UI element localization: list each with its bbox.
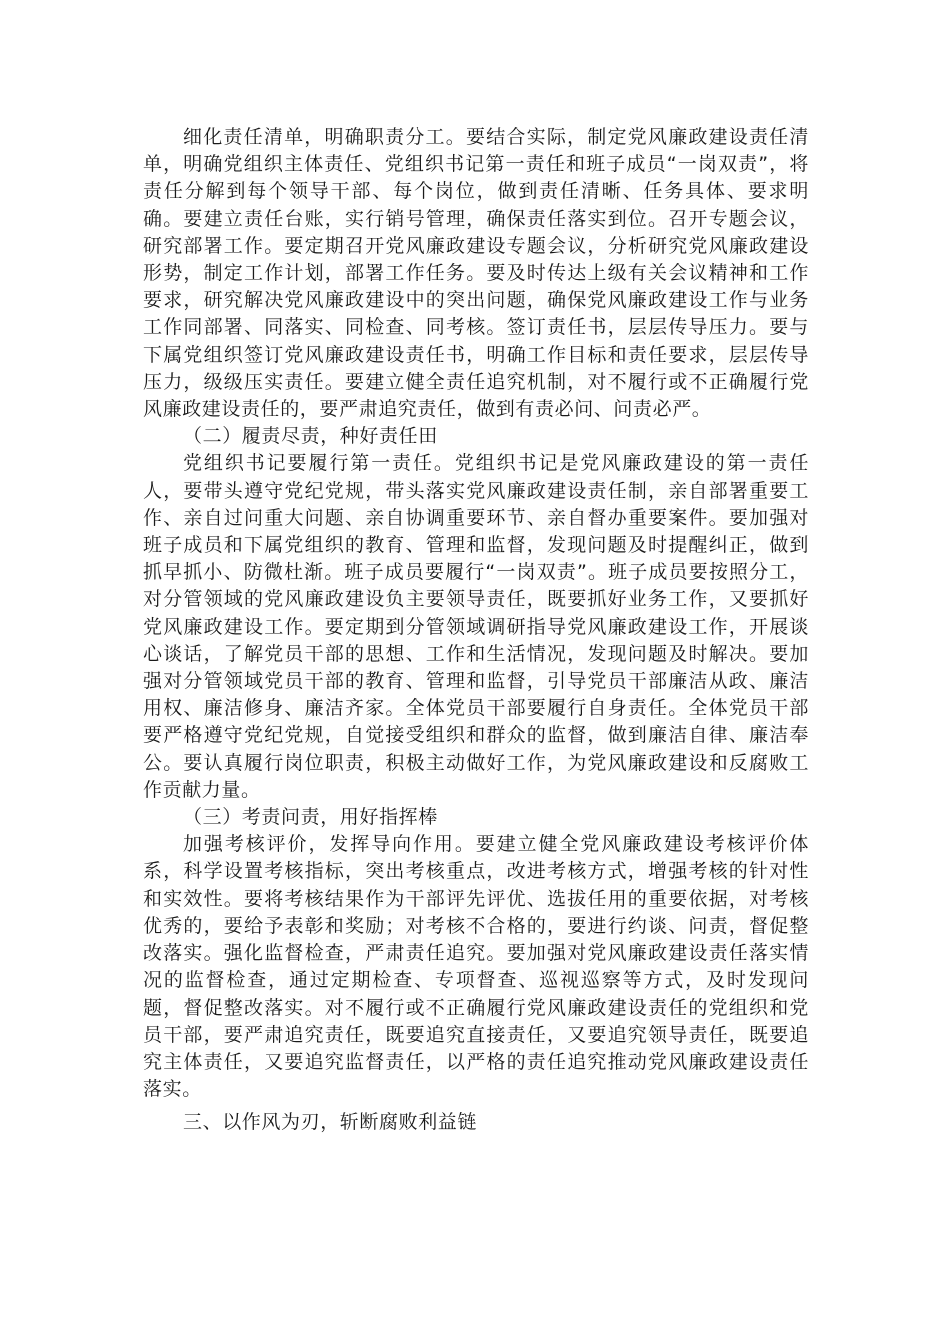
section-heading: 三、以作风为刃，斩断腐败利益链: [183, 1111, 478, 1134]
document-page: [143, 124, 809, 1137]
subsection-heading: （三）考责问责，用好指挥棒: [183, 806, 438, 829]
body-paragraph: 加强考核评价，发挥导向作用。要建立健全党风廉政建设考核评价体系，科学设置考核指标，突出考核重点，改进考核方式，增强考核的针对性和实效性。要将考核结果作为干部评先评优、选拔任用的重要依据，对考核优秀的，要给予表彰和奖励；对考核不合格的，要进行约谈、问责，督促整改落实。强化监督检查，严肃责任追究。要加强对党风廉政建设责任落实情况的监督检查，通过定期检查、专项督查、巡视巡察等方式，及时发现问题，督促整改落实。对不履行或不正确履行党风廉政建设责任的党组织和党员干部，要严肃追究责任，既要追究直接责任，又要追究领导责任，既要追究主体责任，又要追究监督责任，以严格的责任追究推动党风廉政建设责任落实。: [143, 833, 809, 1101]
subsection-heading: （二）履责尽责，种好责任田: [183, 425, 438, 448]
body-paragraph: 细化责任清单，明确职责分工。要结合实际，制定党风廉政建设责任清单，明确党组织主体责任、党组织书记第一责任和班子成员“一岗双责”，将责任分解到每个领导干部、每个岗位，做到责任清晰、任务具体、要求明确。要建立责任台账，实行销号管理，确保责任落实到位。召开专题会议，研究部署工作。要定期召开党风廉政建设专题会议，分析研究党风廉政建设形势，制定工作计划，部署工作任务。要及时传达上级有关会议精神和工作要求，研究解决党风廉政建设中的突出问题，确保党风廉政建设工作与业务工作同部署、同落实、同检查、同考核。签订责任书，层层传导压力。要与下属党组织签订党风廉政建设责任书，明确工作目标和责任要求，层层传导压力，级级压实责任。要建立健全责任追究机制，对不履行或不正确履行党风廉政建设责任的，要严肃追究责任，做到有责必问、问责必严。: [143, 126, 809, 421]
body-paragraph: 党组织书记要履行第一责任。党组织书记是党风廉政建设的第一责任人，要带头遵守党纪党规，带头落实党风廉政建设责任制，亲自部署重要工作、亲自过问重大问题、亲自协调重要环节、亲自督办重要案件。要加强对班子成员和下属党组织的教育、管理和监督，发现问题及时提醒纠正，做到抓早抓小、防微杜渐。班子成员要履行“一岗双责”。班子成员要按照分工，对分管领域的党风廉政建设负主要领导责任，既要抓好业务工作，又要抓好党风廉政建设工作。要定期到分管领域调研指导党风廉政建设工作，开展谈心谈话，了解党员干部的思想、工作和生活情况，发现问题及时解决。要加强对分管领域党员干部的教育、管理和监督，引导党员干部廉洁从政、廉洁用权、廉洁修身、廉洁齐家。全体党员干部要履行自身责任。全体党员干部要严格遵守党纪党规，自觉接受组织和群众的监督，做到廉洁自律、廉洁奉公。要认真履行岗位职责，积极主动做好工作，为党风廉政建设和反腐败工作贡献力量。: [143, 452, 809, 801]
